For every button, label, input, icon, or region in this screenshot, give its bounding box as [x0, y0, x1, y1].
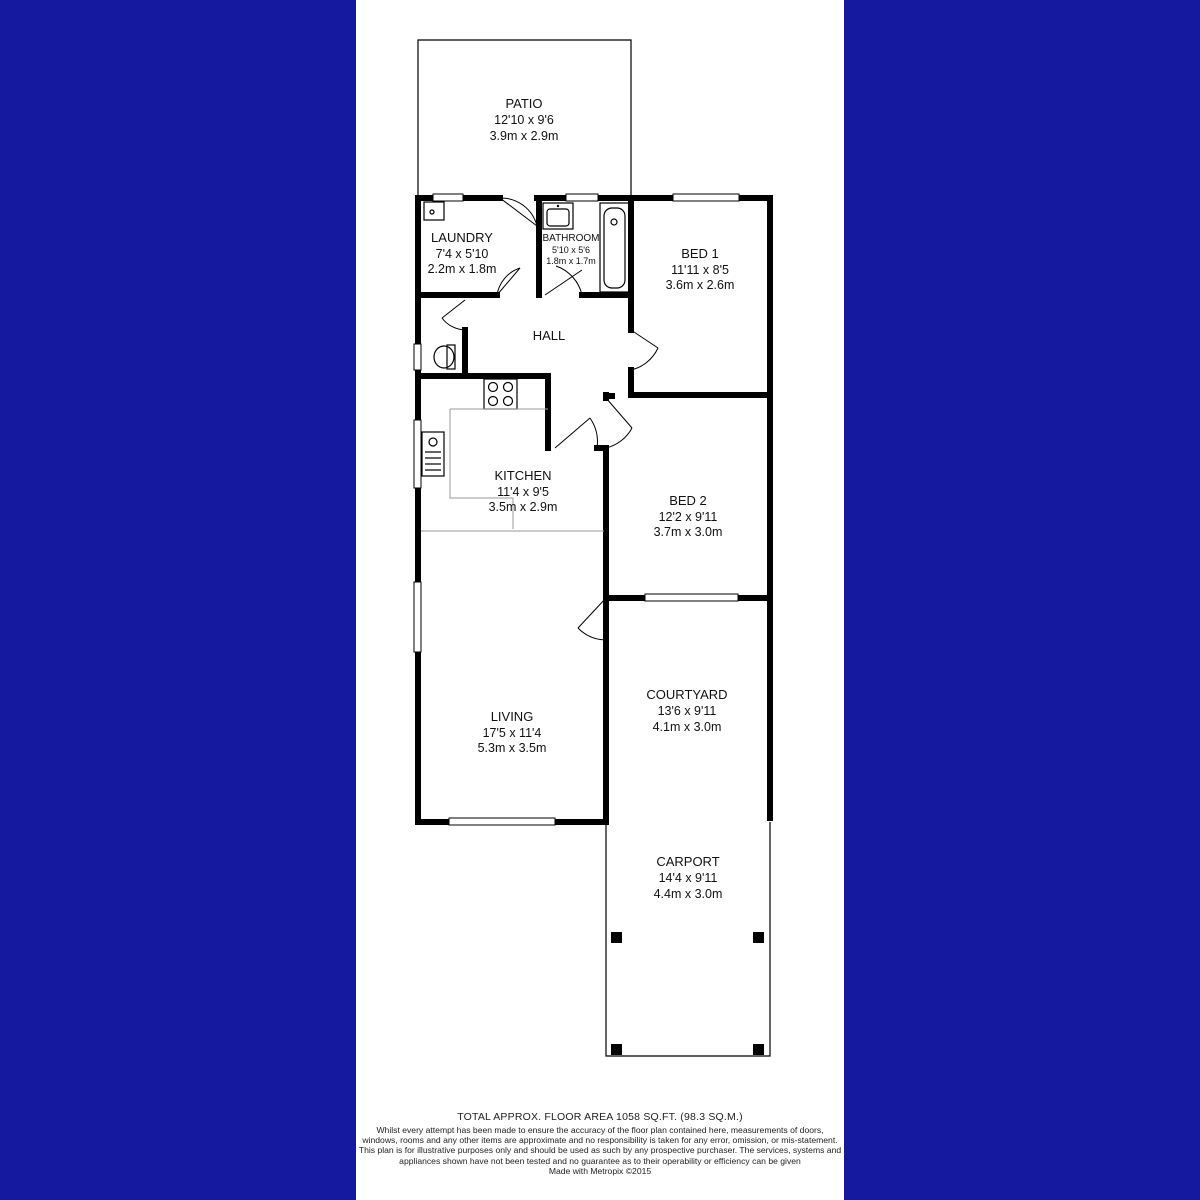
room-label-bathroom — [542, 233, 599, 266]
room-label-laundry — [428, 230, 497, 276]
room-dimensions-imperial: 17'5 x 11'4 — [482, 726, 542, 740]
carport-post — [753, 1044, 764, 1055]
room-dimensions-imperial: 5'10 x 5'6 — [552, 245, 590, 255]
plan-footer — [356, 1111, 844, 1176]
room-dimensions-imperial: 7'4 x 5'10 — [435, 247, 489, 261]
room-dimensions-imperial: 14'4 x 9'11 — [658, 871, 718, 885]
room-dimensions-imperial: 11'4 x 9'5 — [497, 485, 549, 499]
room-name: BED 2 — [669, 493, 707, 508]
kitchen-sink — [422, 432, 444, 476]
room-dimensions-metric: 5.3m x 3.5m — [477, 741, 547, 755]
room-dimensions-metric: 3.5m x 2.9m — [488, 500, 558, 514]
room-dimensions-metric: 1.8m x 1.7m — [546, 256, 596, 266]
room-label-living — [478, 709, 547, 755]
room-name: HALL — [532, 328, 566, 343]
bathtub — [600, 203, 629, 292]
credit-text: Made with Metropix ©2015 — [548, 1165, 652, 1176]
room-dimensions-metric: 4.1m x 3.0m — [652, 720, 722, 734]
stove-cooktop — [484, 379, 517, 409]
room-dimensions-metric: 3.9m x 2.9m — [489, 129, 559, 143]
room-label-bed1 — [666, 246, 735, 292]
room-name: COURTYARD — [646, 687, 728, 702]
room-name: LAUNDRY — [431, 230, 493, 245]
laundry-tub — [424, 202, 444, 220]
room-dimensions-metric: 3.7m x 3.0m — [653, 525, 723, 539]
carport-post — [611, 932, 622, 943]
room-dimensions-imperial: 13'6 x 9'11 — [657, 704, 717, 718]
carport-post — [753, 932, 764, 943]
room-label-carport — [654, 854, 723, 901]
room-name: CARPORT — [656, 854, 720, 869]
room-label-kitchen — [489, 468, 558, 514]
room-name: KITCHEN — [494, 468, 552, 483]
room-name: BATHROOM — [542, 233, 600, 244]
room-label-courtyard — [646, 687, 727, 734]
bathroom-basin — [543, 203, 573, 229]
room-dimensions-imperial: 11'11 x 8'5 — [671, 263, 729, 277]
carport-post — [611, 1044, 622, 1055]
room-name: PATIO — [505, 96, 543, 111]
disclaimer-text: Whilst every attempt has been made to ensure the accuracy of the floor plan contained here, measurements of doors, windows, rooms and any other items are approximate and no responsibility is taken for any error, omission, or mis-statement. This plan is for illustrative purposes only and should be used as such by any prospective purchaser. The services, systems and appliances shown have not been tested and no guarantee as to their operability or efficiency can be given — [358, 1125, 842, 1166]
room-label-bed2 — [654, 493, 723, 539]
room-label-patio — [490, 96, 559, 143]
room-dimensions-imperial: 12'2 x 9'11 — [658, 510, 718, 524]
room-name: BED 1 — [681, 246, 719, 261]
room-label-hall — [533, 328, 566, 343]
toilet — [434, 345, 455, 369]
room-name: LIVING — [490, 709, 534, 724]
room-dimensions-metric: 2.2m x 1.8m — [427, 262, 497, 276]
room-dimensions-metric: 4.4m x 3.0m — [653, 887, 723, 901]
room-dimensions-metric: 3.6m x 2.6m — [665, 278, 735, 292]
room-dimensions-imperial: 12'10 x 9'6 — [494, 113, 554, 127]
total-floor-area: TOTAL APPROX. FLOOR AREA 1058 SQ.FT. (98.3 SQ.M.) — [457, 1111, 743, 1123]
